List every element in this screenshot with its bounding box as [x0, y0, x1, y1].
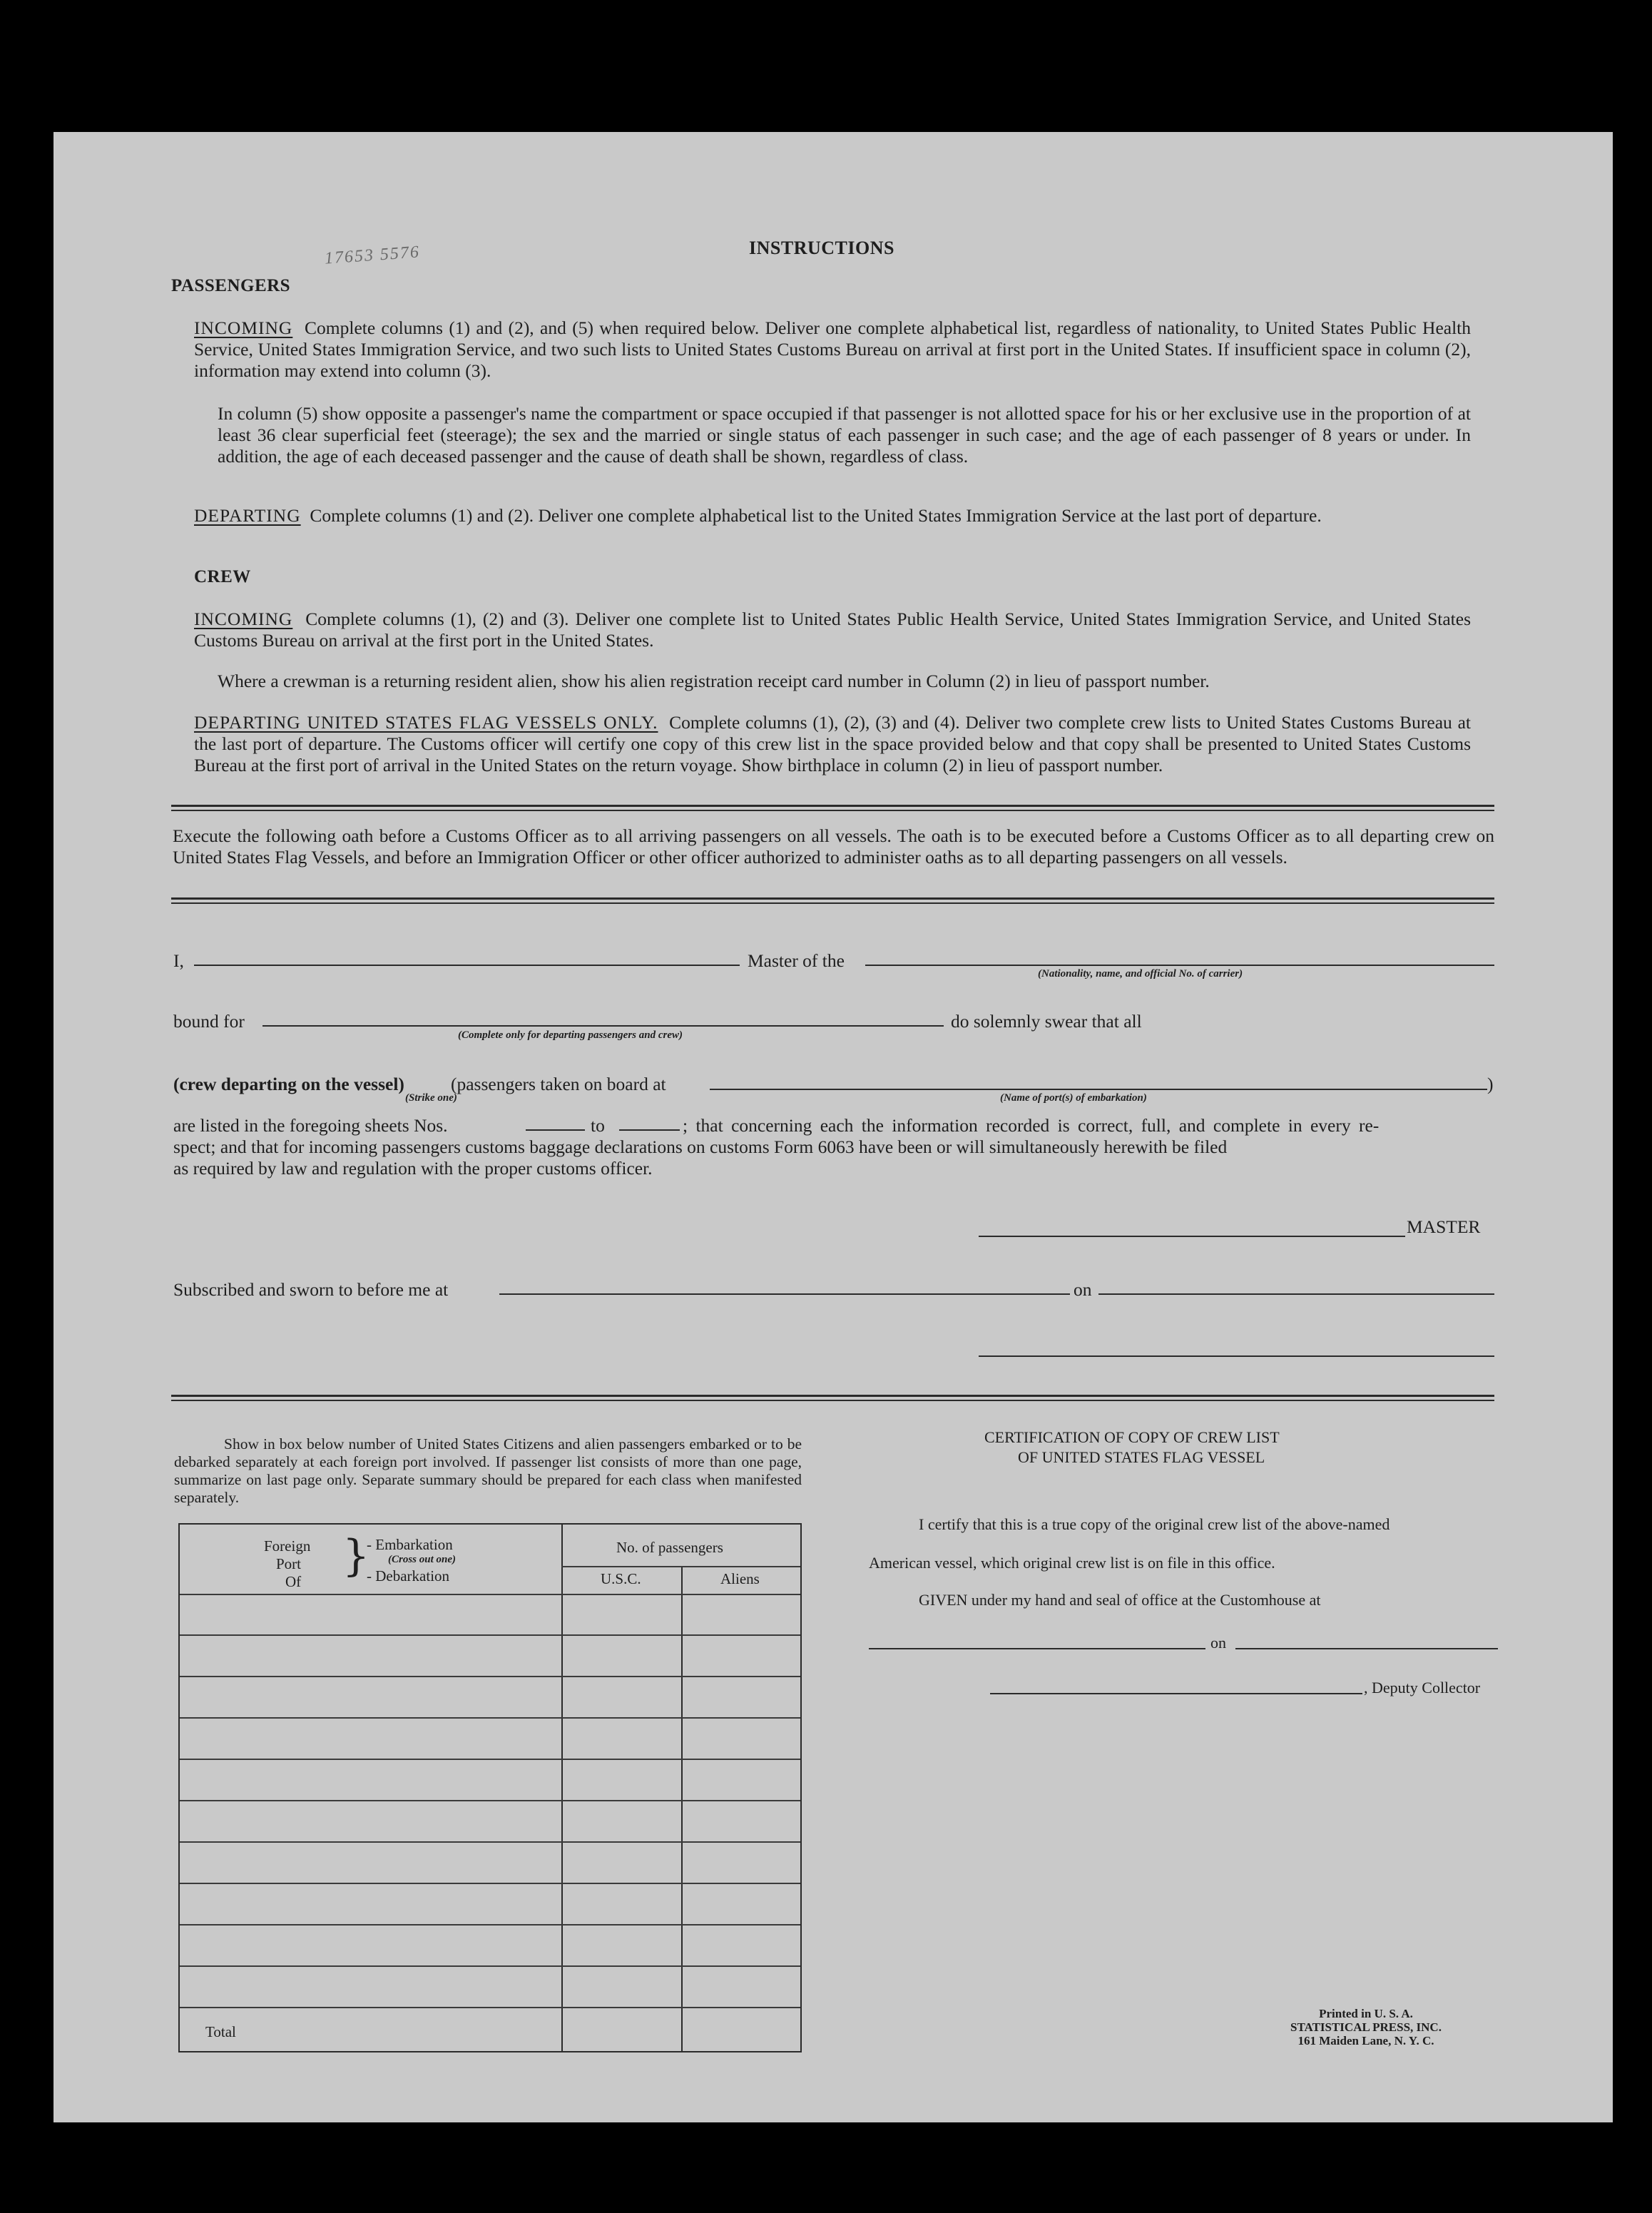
deputy-collector-line[interactable] [990, 1693, 1362, 1694]
listed-text-d: as required by law and regulation with the proper customs officer. [173, 1158, 653, 1179]
crew-departing-text: Complete columns (1), (2), (3) and (4). Deliver two complete crew lists to United States Customs Bureau at the last port of departure. The Customs officer will certify one copy of this crew list in the space provided below and that copy shall be presented to United States Customs Bureau at the first port of arrival in the United States on the return voyage. Show birthplace in column (2) in lieu of passport number. [194, 712, 1471, 775]
separator-rule [171, 1400, 1494, 1401]
sheet-from-line[interactable] [526, 1129, 585, 1131]
deputy-collector-label: , Deputy Collector [1364, 1679, 1481, 1696]
bound-for-label: bound for [173, 1011, 245, 1032]
passengers-departing-text: Complete columns (1) and (2). Deliver one complete alphabetical list to the United States Immigration Service at the last port of departure. [310, 505, 1322, 526]
printer-line-2: STATISTICAL PRESS, INC. [1290, 2020, 1442, 2034]
table-row-line [180, 1883, 800, 1884]
crew-departing-label: DEPARTING UNITED STATES FLAG VESSELS ONLY. [194, 712, 658, 733]
port-caption: (Name of port(s) of embarkation) [1000, 1092, 1147, 1104]
certification-line-1: I certify that this is a true copy of the original crew list of the above-named [919, 1515, 1390, 1533]
carrier-line[interactable] [865, 965, 1494, 966]
aliens-header: Aliens [720, 1570, 760, 1587]
passengers-departing-label: DEPARTING [194, 505, 301, 526]
table-row-line [180, 2007, 800, 2008]
sworn-place-line[interactable] [499, 1293, 1070, 1295]
passengers-incoming-label: INCOMING [194, 317, 293, 338]
printer-line-3: 161 Maiden Lane, N. Y. C. [1297, 2034, 1434, 2047]
crew-incoming-paragraph [194, 609, 1471, 651]
brace-icon: } [342, 1531, 370, 1581]
debarkation-label: - Debarkation [367, 1567, 450, 1584]
table-row-line [180, 1634, 800, 1636]
officer-signature-line[interactable] [979, 1355, 1494, 1357]
printer-line-1: Printed in U. S. A. [1319, 2007, 1413, 2020]
foreign-label: Foreign [264, 1537, 311, 1555]
printer-imprint [1263, 2007, 1469, 2047]
listed-text-b: ; that concerning each the information recorded is correct, full, and complete in every re- [683, 1115, 1380, 1136]
embarkation-label: - Embarkation [367, 1536, 453, 1553]
certification-title-2: OF UNITED STATES FLAG VESSEL [1018, 1448, 1265, 1466]
summary-instruction: Show in box below number of United States Citizens and alien passengers embarked or to be debarked separately at each foreign port involved. If passenger list consists of more than one page, summarize on last page only. Separate summary should be prepared for each class when manifested separately. [174, 1435, 802, 1506]
table-row-line [180, 1965, 800, 1967]
passengers-taken-option: (passengers taken on board at [451, 1074, 666, 1094]
separator-rule [171, 902, 1494, 904]
instructions-title: INSTRUCTIONS [749, 238, 894, 258]
crew-departing-option: (crew departing on the vessel) [173, 1074, 404, 1094]
master-signature-label: MASTER [1407, 1216, 1481, 1237]
listed-text-c: spect; and that for incoming passengers customs baggage declarations on customs Form 6063 have been or will simultaneously herewith be filed [173, 1136, 1228, 1157]
crew-heading: CREW [194, 567, 251, 586]
sheet-to-line[interactable] [619, 1129, 680, 1131]
passengers-incoming-paragraph [194, 317, 1471, 382]
subscribed-label: Subscribed and sworn to before me at [173, 1279, 449, 1300]
master-signature-line[interactable] [979, 1236, 1405, 1237]
crew-resident-paragraph: Where a crewman is a returning resident alien, show his alien registration receipt card number in Column (2) in lieu of passport number. [218, 671, 1210, 691]
bound-for-caption: (Complete only for departing passengers and crew) [458, 1029, 683, 1041]
embarkation-port-line[interactable] [710, 1089, 1487, 1090]
separator-rule [171, 805, 1494, 807]
certification-on: on [1210, 1634, 1226, 1652]
listed-text-a: are listed in the foregoing sheets Nos. [173, 1115, 448, 1136]
customhouse-line[interactable] [869, 1648, 1205, 1649]
port-label: Port [276, 1555, 302, 1572]
master-of-the-label: Master of the [748, 950, 845, 971]
close-paren: ) [1487, 1074, 1494, 1094]
separator-rule [171, 810, 1494, 811]
table-row-line [180, 1924, 800, 1925]
bound-for-line[interactable] [262, 1025, 944, 1027]
certification-date-line[interactable] [1235, 1648, 1498, 1649]
passengers-column5-paragraph: In column (5) show opposite a passenger's name the compartment or space occupied if that passenger is not allotted space for his or her exclusive use in the proportion of at least 36 clear superficial feet (steerage); the sex and the married or single status of each passenger in such case; and the age of each passenger of 8 years or under. In addition, the age of each deceased passenger and the cause of death shall be shown, regardless of class. [218, 403, 1471, 467]
separator-rule [171, 897, 1494, 900]
table-divider [681, 1566, 683, 2051]
crew-departing-paragraph [194, 712, 1471, 776]
passengers-heading: PASSENGERS [171, 276, 291, 295]
table-divider [180, 1594, 800, 1595]
cross-out-label: (Cross out one) [388, 1554, 457, 1565]
certification-line-2: American vessel, which original crew list is on file in this office. [869, 1554, 1275, 1572]
table-divider [561, 1525, 563, 2051]
sworn-on-label: on [1074, 1279, 1092, 1300]
table-row-line [180, 1841, 800, 1843]
certification-title-1: CERTIFICATION OF COPY OF CREW LIST [984, 1428, 1280, 1446]
oath-i-label: I, [173, 950, 184, 971]
crew-incoming-label: INCOMING [194, 609, 293, 629]
passengers-departing-paragraph [194, 505, 1471, 526]
swear-text: do solemnly swear that all [951, 1011, 1142, 1032]
passenger-summary-table [178, 1523, 802, 2052]
carrier-caption: (Nationality, name, and official No. of carrier) [1038, 968, 1243, 980]
table-row-line [180, 1717, 800, 1719]
sworn-date-line[interactable] [1098, 1293, 1494, 1295]
usc-header: U.S.C. [601, 1570, 641, 1587]
table-divider [561, 1566, 800, 1567]
listed-to: to [591, 1115, 605, 1136]
passengers-incoming-text: Complete columns (1) and (2), and (5) when required below. Deliver one complete alphabetical list, regardless of nationality, to United States Public Health Service, United States Immigration Service, and two such lists to United States Customs Bureau on arrival at first port in the United States. If insufficient space in column (2), information may extend into column (3). [194, 317, 1471, 381]
oath-instruction: Execute the following oath before a Customs Officer as to all arriving passengers on all vessels. The oath is to be executed before a Customs Officer as to all departing crew on United States Flag Vessels, and before an Immigration Officer or other officer authorized to administer oaths as to all departing passengers on all vessels. [173, 825, 1494, 868]
certification-line-3: GIVEN under my hand and seal of office at the Customhouse at [919, 1591, 1321, 1609]
of-label: Of [285, 1573, 302, 1590]
crew-incoming-text: Complete columns (1), (2) and (3). Deliver one complete list to United States Public Health Service, United States Immigration Service, and United States Customs Bureau on arrival at the first port in the United States. [194, 609, 1471, 651]
handwritten-note: 17653 5576 [324, 243, 421, 268]
total-label: Total [205, 2023, 236, 2040]
no-of-passengers-header: No. of passengers [616, 1539, 723, 1556]
table-row-line [180, 1800, 800, 1801]
table-row-line [180, 1759, 800, 1760]
separator-rule [171, 1395, 1494, 1397]
master-name-line[interactable] [194, 965, 740, 966]
strike-one-caption: (Strike one) [405, 1092, 457, 1104]
table-row-line [180, 1676, 800, 1677]
